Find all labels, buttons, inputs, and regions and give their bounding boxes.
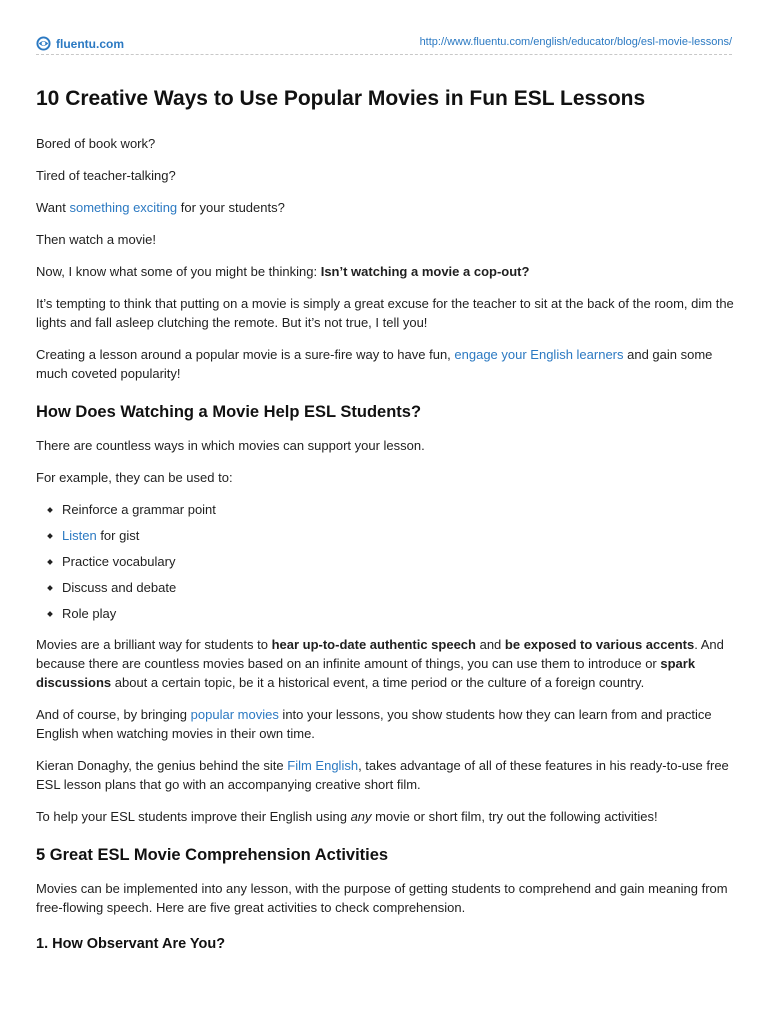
text-span: Want <box>36 200 70 215</box>
paragraph: It’s tempting to think that putting on a movie is simply a great excuse for the teacher to sit at the back of the room, dim the lights and fall asleep clutching the remote. But it’s not true, I tell you! <box>36 296 734 330</box>
page-header <box>36 32 732 55</box>
text-span: and gain some much coveted popularity! <box>36 347 713 381</box>
text-span: for your students? <box>177 200 285 215</box>
paragraph: For example, they can be used to: <box>36 470 233 485</box>
paragraph: There are countless ways in which movies can support your lesson. <box>36 438 425 453</box>
article-body <box>36 84 736 962</box>
paragraph <box>36 705 736 743</box>
link-popular-movies[interactable]: popular movies <box>190 707 279 722</box>
link-something-exciting[interactable]: something exciting <box>69 200 178 215</box>
text-span: into your lessons, you show students how they can learn from and practice English when watching movies in their own time. <box>36 707 712 741</box>
link-listen[interactable]: Listen <box>62 528 97 543</box>
subsection-heading: 1. How Observant Are You? <box>36 936 226 952</box>
emphasis-text: any <box>350 809 372 824</box>
text-span: movie or short film, try out the following activities! <box>371 809 658 824</box>
bold-text: spark discussions <box>36 656 696 690</box>
paragraph: Bored of book work? <box>36 136 156 151</box>
page-url-link[interactable]: http://www.fluentu.com/english/educator/blog/esl-movie-lessons/ <box>419 36 732 48</box>
text-span: , takes advantage of all of these features in his ready-to-use free ESL lesson plans that go with an accompanying creative short film. <box>36 758 729 792</box>
bold-text: be exposed to various accents <box>504 637 695 652</box>
paragraph: Then watch a movie! <box>36 232 156 247</box>
text-span: Creating a lesson around a popular movie is a sure-fire way to have fun, <box>36 347 455 362</box>
site-name: fluentu.com <box>56 36 124 51</box>
paragraph <box>36 635 736 692</box>
paragraph <box>36 756 736 794</box>
bold-text: hear up-to-date authentic speech <box>271 637 476 652</box>
text-span: and <box>475 637 505 652</box>
site-brand[interactable] <box>36 36 124 51</box>
text-span: Kieran Donaghy, the genius behind the site <box>36 758 288 773</box>
text-span: . And because there are countless movies based on an infinite amount of things, you can use them to introduce or <box>36 637 724 671</box>
article-title: 10 Creative Ways to Use Popular Movies in Fun ESL Lessons <box>36 87 646 110</box>
link-engage-learners[interactable]: engage your English learners <box>454 347 624 362</box>
paragraph <box>36 262 736 281</box>
text-span: about a certain topic, be it a historical event, a time period or the culture of a foreign country. <box>111 675 645 690</box>
paragraph <box>36 345 736 383</box>
bold-question: Isn’t watching a movie a cop-out? <box>320 264 530 279</box>
list-item <box>46 526 736 545</box>
paragraph <box>36 198 736 217</box>
list-item: Role play <box>46 604 736 623</box>
list-item: Practice vocabulary <box>46 552 736 571</box>
section-heading: 5 Great ESL Movie Comprehension Activities <box>36 846 389 864</box>
text-span: Now, I know what some of you might be thinking: <box>36 264 321 279</box>
text-span: And of course, by bringing <box>36 707 191 722</box>
text-span: Movies are a brilliant way for students to <box>36 637 272 652</box>
fluentu-logo-icon <box>36 36 51 51</box>
paragraph <box>36 807 736 826</box>
uses-list <box>36 500 736 623</box>
paragraph: Tired of teacher-talking? <box>36 168 176 183</box>
text-span: for gist <box>96 528 140 543</box>
link-film-english[interactable]: Film English <box>287 758 359 773</box>
list-item: Discuss and debate <box>46 578 736 597</box>
list-item: Reinforce a grammar point <box>46 500 736 519</box>
section-heading: How Does Watching a Movie Help ESL Students? <box>36 403 422 421</box>
text-span: To help your ESL students improve their English using <box>36 809 351 824</box>
paragraph: Movies can be implemented into any lesson, with the purpose of getting students to comprehend and gain meaning from free-flowing speech. Here are five great activities to check comprehension. <box>36 881 728 915</box>
